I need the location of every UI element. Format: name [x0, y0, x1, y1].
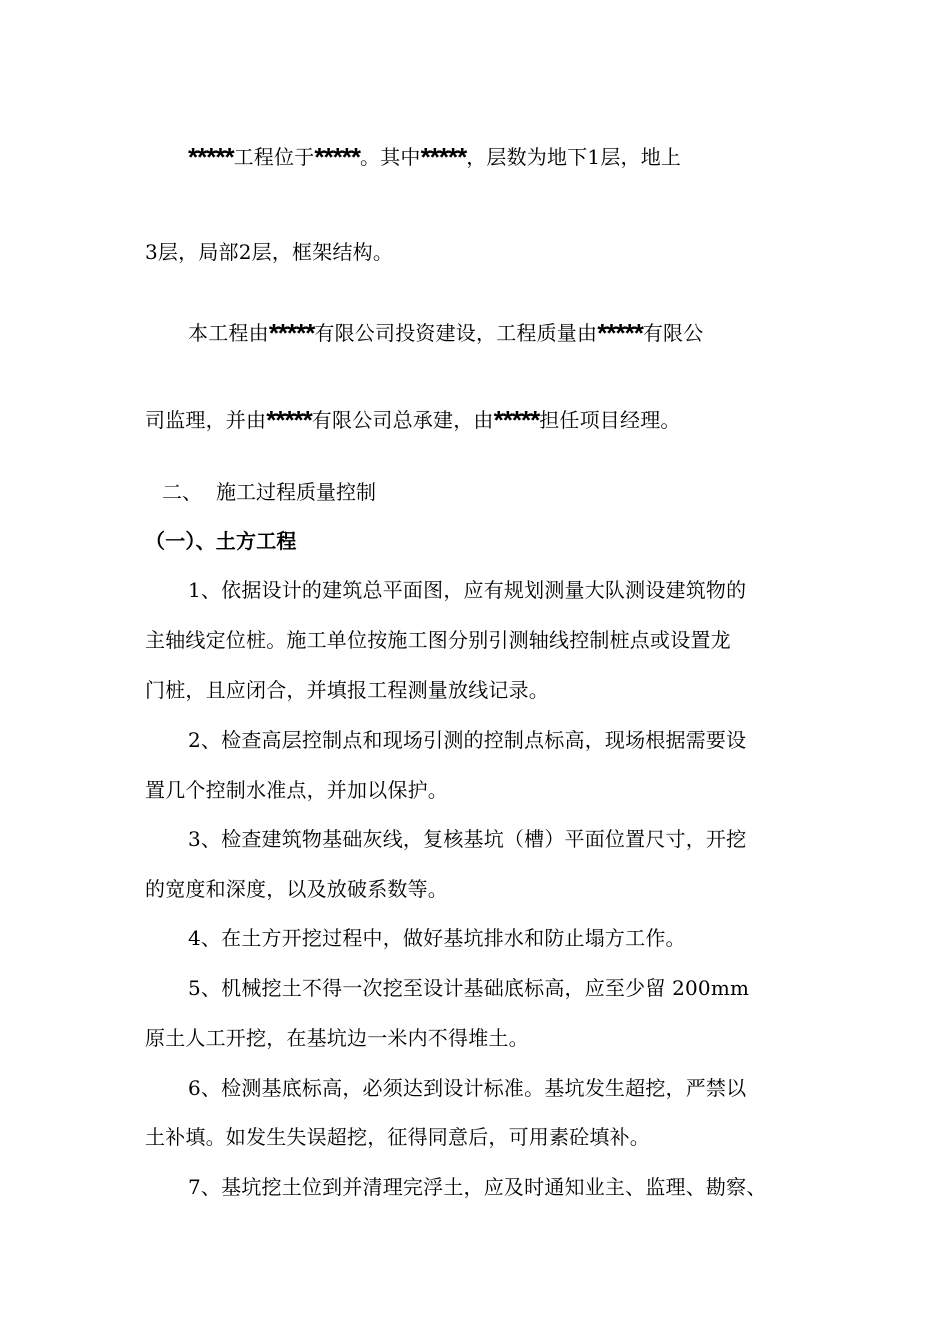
body-line: 的宽度和深度，以及放破系数等。	[145, 877, 448, 901]
masked-text: *****	[266, 405, 312, 435]
body-line: 3、检查建筑物基础灰线，复核基坑（槽）平面位置尺寸，开挖	[188, 827, 747, 851]
body-line: 4、在土方开挖过程中，做好基坑排水和防止塌方工作。	[188, 926, 686, 950]
intro-paragraph-2-line-2	[145, 404, 825, 434]
masked-text: *****	[597, 318, 643, 348]
section-number: 二、	[162, 480, 202, 504]
intro-text: 有限公司总承建，由	[311, 408, 494, 432]
section-title: 施工过程质量控制	[216, 480, 376, 504]
intro-paragraph-1-line-2: 3层，局部2层，框架结构。	[145, 240, 394, 264]
body-line: 主轴线定位桩。施工单位按施工图分别引测轴线控制桩点或设置龙	[145, 628, 731, 652]
masked-text: *****	[420, 142, 467, 172]
subsection-title: （一）、土方工程	[145, 529, 297, 553]
masked-text: *****	[314, 142, 360, 172]
body-line: 5、机械挖土不得一次挖至设计基础底标高，应至少留 200mm	[188, 976, 750, 1000]
masked-text: *****	[188, 142, 234, 172]
intro-text: 工程位于	[233, 145, 315, 169]
intro-paragraph-2-line-1	[188, 317, 868, 347]
intro-text: 担任项目经理。	[539, 408, 681, 432]
intro-text: 本工程由	[188, 321, 269, 345]
masked-text: *****	[493, 405, 540, 435]
intro-text: 。其中	[360, 145, 421, 169]
body-line: 2、检查高层控制点和现场引测的控制点标高，现场根据需要设	[188, 728, 747, 752]
body-line: 置几个控制水准点，并加以保护。	[145, 778, 448, 802]
body-line: 原土人工开挖，在基坑边一米内不得堆土。	[145, 1026, 529, 1050]
body-line: 土补填。如发生失误超挖，征得同意后，可用素砼填补。	[145, 1125, 650, 1149]
body-line: 1、依据设计的建筑总平面图，应有规划测量大队测设建筑物的	[188, 578, 747, 602]
body-line: 6、检测基底标高，必须达到设计标准。基坑发生超挖，严禁以	[188, 1076, 747, 1100]
body-line: 门桩，且应闭合，并填报工程测量放线记录。	[145, 678, 549, 702]
body-line: 7、基坑挖土位到并清理完浮土，应及时通知业主、监理、勘察、	[188, 1175, 767, 1199]
intro-text: ，层数为地下1层，地上	[466, 145, 682, 169]
intro-text: 司监理，并由	[145, 408, 267, 432]
intro-text: 有限公司投资建设，工程质量由	[314, 321, 598, 345]
intro-paragraph-1-line-1	[188, 141, 868, 171]
intro-text: 有限公	[642, 321, 704, 345]
masked-text: *****	[268, 318, 315, 348]
